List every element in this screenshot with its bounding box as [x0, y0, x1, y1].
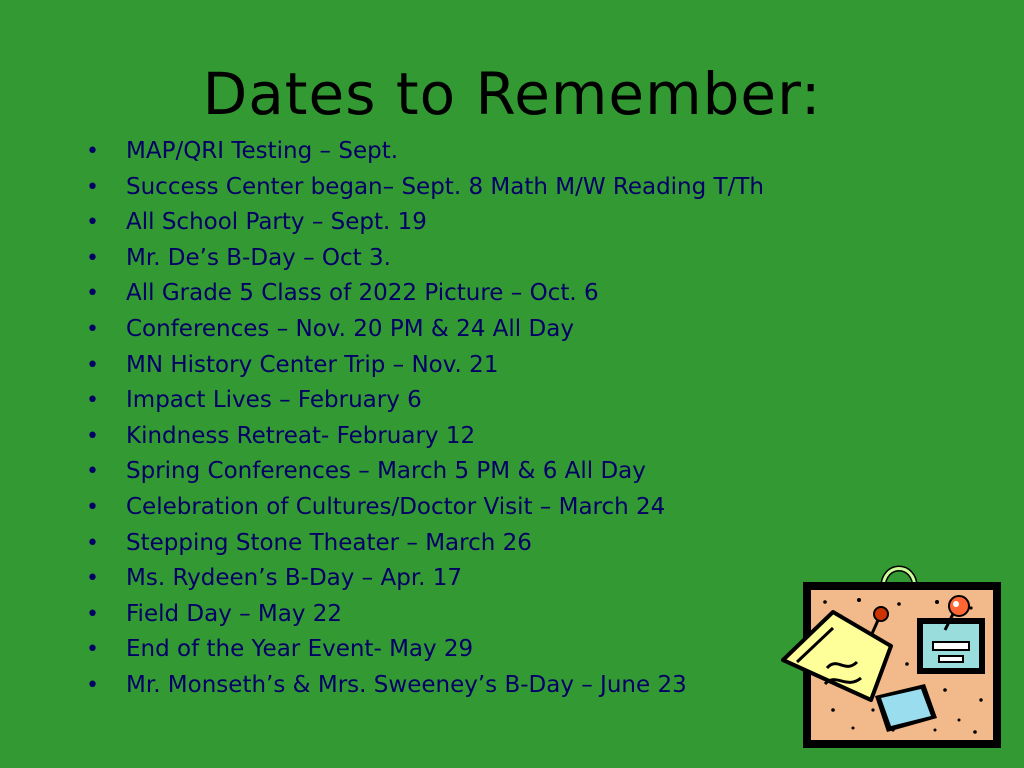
- bullet-icon: •: [86, 601, 99, 627]
- list-item: [84, 636, 804, 663]
- list-item: [84, 423, 804, 450]
- list-item-text: Field Day – May 22: [126, 600, 343, 627]
- list-item: [84, 352, 804, 379]
- list-item-text: Celebration of Cultures/Doctor Visit – March 24: [126, 493, 666, 520]
- list-item-text: Mr. De’s B-Day – Oct 3.: [126, 244, 391, 271]
- list-item-text: Stepping Stone Theater – March 26: [126, 529, 532, 556]
- bullet-icon: •: [86, 388, 99, 414]
- list-item: [84, 138, 804, 165]
- list-item-text: All Grade 5 Class of 2022 Picture – Oct. 6: [126, 280, 599, 307]
- list-item: [84, 209, 804, 236]
- bullet-icon: •: [86, 352, 99, 378]
- bullet-icon: •: [86, 139, 99, 164]
- bullet-icon: •: [86, 637, 99, 663]
- list-item: [84, 672, 804, 699]
- list-item: [84, 245, 804, 272]
- dates-list: [84, 138, 804, 708]
- bullet-icon: •: [86, 316, 99, 342]
- bulletin-board-icon: [775, 560, 1007, 752]
- list-item-text: Success Center began– Sept. 8 Math M/W Reading T/Th: [126, 173, 764, 200]
- bullet-icon: •: [86, 566, 99, 592]
- list-item-text: Kindness Retreat- February 12: [126, 422, 476, 449]
- list-item: [84, 316, 804, 343]
- list-item-text: MN History Center Trip – Nov. 21: [126, 351, 499, 378]
- bullet-icon: •: [86, 530, 99, 556]
- slide-title: Dates to Remember:: [202, 60, 822, 128]
- bullet-icon: •: [86, 672, 99, 698]
- list-item-text: Impact Lives – February 6: [126, 387, 422, 414]
- bullet-icon: •: [86, 281, 99, 307]
- list-item-text: Spring Conferences – March 5 PM & 6 All Day: [126, 458, 646, 485]
- list-item: [84, 565, 804, 592]
- list-item-text: End of the Year Event- May 29: [126, 636, 474, 663]
- list-item: [84, 387, 804, 414]
- list-item-text: Conferences – Nov. 20 PM & 24 All Day: [126, 315, 574, 342]
- list-item-text: All School Party – Sept. 19: [126, 209, 427, 236]
- bullet-icon: •: [86, 210, 99, 236]
- list-item: [84, 530, 804, 557]
- bullet-icon: •: [86, 459, 99, 485]
- bullet-icon: •: [86, 245, 99, 271]
- list-item: [84, 280, 804, 307]
- list-item: [84, 458, 804, 485]
- list-item-text: Mr. Monseth’s & Mrs. Sweeney’s B-Day – June 23: [126, 671, 687, 698]
- list-item: [84, 601, 804, 628]
- list-item-text: MAP/QRI Testing – Sept.: [126, 138, 399, 164]
- list-item: [84, 174, 804, 201]
- bullet-icon: •: [86, 174, 99, 200]
- list-item: [84, 494, 804, 521]
- bullet-icon: •: [86, 423, 99, 449]
- list-item-text: Ms. Rydeen’s B-Day – Apr. 17: [126, 565, 463, 592]
- bullet-icon: •: [86, 494, 99, 520]
